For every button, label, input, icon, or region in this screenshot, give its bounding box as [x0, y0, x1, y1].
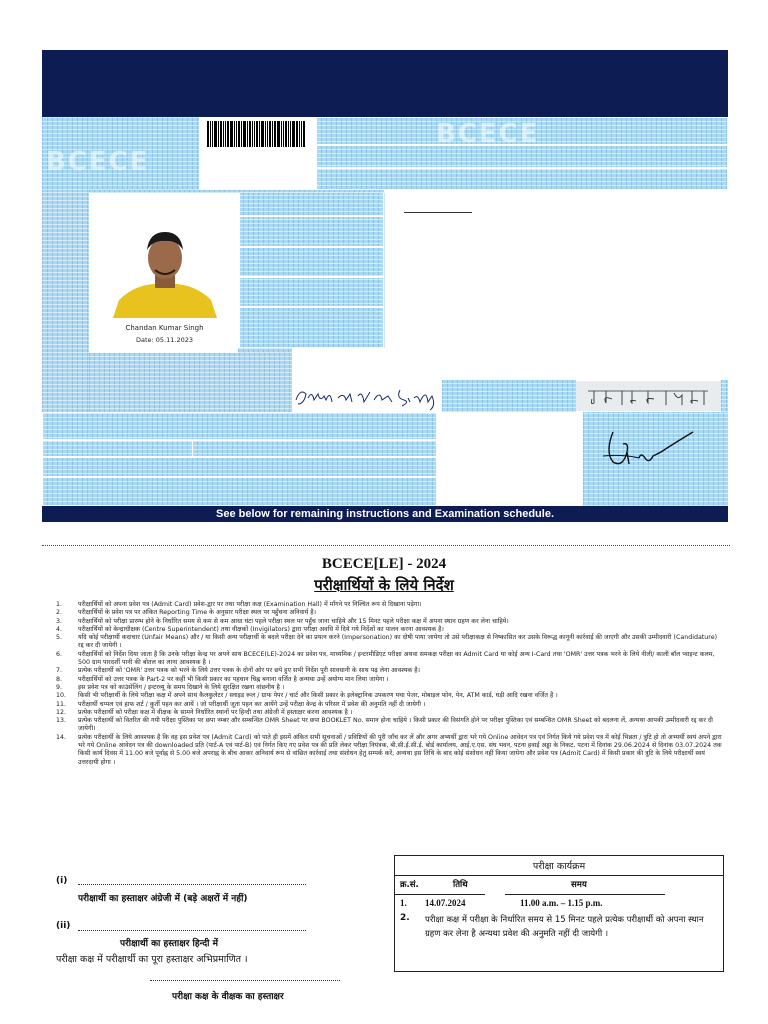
barcode-bar — [249, 121, 251, 147]
pattern-block — [89, 353, 292, 413]
card-footer-note: See below for remaining instructions and Examination schedule. — [42, 506, 728, 522]
instruction-number: 7. — [56, 667, 63, 675]
signature-marker-1: (i) — [56, 876, 68, 886]
instruction-text: प्रत्येक परीक्षार्थी को परीक्षा कक्ष में वीक्षक के सामने निर्धारित स्थानों पर हिन्दी तथा अंग्रेजी में हस्ताक्षर करना आवश्यक है । — [78, 708, 353, 716]
field-cell — [238, 216, 384, 247]
barcode-bar — [303, 121, 305, 147]
field-cell — [316, 117, 728, 145]
instruction-item — [56, 734, 724, 767]
barcode-bar — [281, 121, 282, 147]
barcode-bar — [252, 121, 253, 147]
instruction-number: 14. — [56, 733, 67, 741]
hindi-signature — [576, 381, 721, 411]
barcode-bar — [212, 121, 213, 147]
candidate-photo-box — [89, 193, 240, 355]
barcode-bar — [288, 121, 289, 147]
schedule-note: परीक्षा कक्ष में परीक्षा के निर्धारित समय से 15 मिनट पहले प्रत्येक परीक्षार्थी को अपना स्थान ग्रहण कर लेना है अन्यथा प्रवेश की अनुमति नहीं दी जायेगी । — [425, 915, 704, 939]
instruction-item — [56, 667, 724, 675]
barcode-bar — [230, 121, 233, 147]
barcode-bar — [225, 121, 226, 147]
instruction-text: परीक्षार्थियों के प्रवेश पत्र पर अंकित Reporting Time के अनुसार परीक्षा स्थल पर पहुँचना अनिवार्य है। — [78, 609, 316, 617]
barcode-bar — [283, 121, 284, 147]
instruction-text: इस प्रवेश पत्र को काउंसेलिंग / इन्टरव्यू के समय दिखाने के लिये सुरक्षित रखना वांछनीय है । — [78, 683, 285, 691]
watermark-text: BCECE — [436, 119, 540, 149]
signature-label-english: परीक्षार्थी का हस्ताक्षर अंग्रेजी में (बड़े अक्षरों में नहीं) — [78, 894, 248, 904]
barcode-bar — [296, 121, 298, 147]
barcode-bar — [238, 121, 240, 147]
instruction-item — [56, 618, 724, 626]
barcode-bar — [299, 121, 300, 147]
field-cell — [192, 440, 437, 457]
barcode-bar — [247, 121, 248, 147]
barcode-bar — [259, 121, 260, 147]
instruction-text: परीक्षार्थियों को केन्द्राधीक्षक (Centre Superintendent) तथा वीक्षकों (Invigilators) द्वारा परीक्षा अवधि में दिये गये निर्देशों का पालन करना आवश्यक है। — [78, 625, 444, 633]
barcode-bar — [223, 121, 224, 147]
photo-caption-date: Date: 05.11.2023 — [135, 336, 193, 344]
barcode-box — [199, 117, 316, 190]
instruction-item — [56, 676, 724, 684]
schedule-underline — [505, 894, 665, 895]
instruction-text: यदि कोई परीक्षार्थी कदाचार (Unfair Means) और / या किसी अन्य परीक्षार्थी के बदले परीक्षा देने का प्रयत्न करने (Impersonation) का दोषी पाया जायेगा तो उसे परीक्षाकक्ष से निष्कासित कर उसके विरूद्ध कानूनी कार्रवाई की जाएगी और उसकी उम्मीदवारी (Candidature) रद्द कर दी जायेगी । — [78, 634, 718, 650]
instruction-number: 5. — [56, 634, 63, 642]
barcode-bar — [214, 121, 217, 147]
admit-card — [42, 50, 728, 522]
blank-panel — [437, 412, 583, 506]
instructions-list — [56, 601, 724, 767]
pattern-strip-left — [42, 190, 89, 413]
barcode-bar — [274, 121, 276, 147]
instruction-number: 3. — [56, 617, 63, 625]
invigilator-signature-line — [150, 980, 340, 981]
field-cell — [42, 457, 437, 477]
candidate-photo — [103, 220, 227, 318]
instruction-item — [56, 651, 724, 668]
watermark-text: BCECE — [46, 147, 150, 177]
barcode-bar — [254, 121, 255, 147]
hindi-signature-box — [576, 381, 721, 411]
card-header-band — [42, 50, 728, 117]
schedule-row-sno: 1. — [400, 898, 407, 908]
field-panel — [238, 190, 384, 348]
watermark-panel-left — [42, 117, 199, 190]
authority-signature-panel — [583, 412, 728, 506]
barcode-bar — [256, 121, 258, 147]
invigilator-signature-label: परीक्षा कक्ष के वीक्षक का हस्ताक्षर — [172, 992, 284, 1002]
schedule-header-sno: क्र.सं. — [400, 880, 419, 890]
barcode-bar — [234, 121, 235, 147]
instruction-item — [56, 626, 724, 634]
instruction-text: प्रत्येक परीक्षार्थी के लिये आवश्यक है कि वह इस प्रवेश पत्र (Admit Card) को पाते ही इसमें अंकित सभी सूचनाओं / प्रविष्टियों की पूरी जाँच कर लें और अगर अभ्यर्थी द्वारा भरे गये Online आवेदन पत्र एवं निर्गत किये गये प्रवेश पत्र में कोई भिन्नता / त्रुटि हो तो अभ्यर्थी स्वयं अपने द्वारा भरे गये Online आवेदन पत्र की downloaded प्रति (पार्ट-A एवं पार्ट-B) एवं निर्गत किए गए प्रवेश पत्र की प्रति लेकर परीक्षा नियंत्रक, बी.सी.ई.सी.ई. बोर्ड कार्यालय, आई.ए.एस. संघ भवन, पटना हवाई अड्डा के निकट, पटना में दिनांक 29.06.2024 से दिनांक 03.07.2024 तक किसी कार्य दिवस में 11.00 बजे पूर्वाह्न से 5.00 बजे अपराह्न के बीच आकर अनिवार्य रूप से वांछित कार्रवाई तथा संशोधन हेतु सम्पर्क करें, अन्यथा इस तिथि के बाद कोई संशोधन नहीं किया जायेगा और प्रवेश पत्र (Admit Card) में किसी प्रकार की त्रुटि के लिये परीक्षार्थी स्वयं उत्तरदायी होगा । — [78, 733, 722, 766]
signature-label-hindi: परीक्षार्थी का हस्ताक्षर हिन्दी में — [120, 939, 219, 949]
schedule-underline — [425, 894, 485, 895]
schedule-header-date: तिथि — [453, 880, 468, 890]
barcode-bar — [207, 121, 209, 147]
instruction-number: 10. — [56, 692, 67, 700]
instruction-text: परीक्षार्थियों को उत्तर पत्रक के Part-2 पर कहीं भी किसी प्रकार का पहचान चिह्न बनाना वर्जित है अन्यथा उन्हें अयोग्य मान लिया जायेगा । — [78, 675, 389, 683]
schedule-row-date: 14.07.2024 — [425, 898, 466, 908]
barcode-bar — [227, 121, 229, 147]
schedule-row-time: 11.00 a.m. – 1.15 p.m. — [520, 898, 603, 908]
barcode-bar — [272, 121, 273, 147]
barcode-bar — [267, 121, 268, 147]
instruction-number: 11. — [56, 700, 67, 708]
instruction-item — [56, 609, 724, 617]
barcode-bar — [220, 121, 222, 147]
instruction-item — [56, 701, 724, 709]
instruction-number: 13. — [56, 717, 67, 725]
signature-marker-2: (ii) — [56, 921, 71, 931]
barcode-bar — [277, 121, 280, 147]
pattern-strip — [721, 380, 728, 412]
signature-attestation-note: परीक्षा कक्ष में परीक्षार्थी का पूरा हस्ताक्षर अभिप्रमाणित । — [56, 954, 248, 965]
barcode-bar — [218, 121, 219, 147]
watermark-panel-right — [316, 117, 728, 190]
schedule-title: परीक्षा कार्यक्रम — [532, 861, 586, 872]
barcode-bar — [290, 121, 291, 147]
field-cell — [316, 168, 728, 190]
underline-rule — [404, 212, 472, 213]
barcode — [207, 121, 307, 147]
field-cell — [238, 247, 384, 277]
english-signature — [292, 380, 442, 412]
schedule-divider — [395, 875, 723, 876]
cut-line — [42, 545, 730, 546]
schedule-header-time: समय — [571, 880, 587, 890]
exam-schedule-table — [394, 855, 724, 972]
instruction-text: परीक्षार्थियों को अपना प्रवेश पत्र (Admit Card) प्रवेश-द्वार पर तथा परीक्षा कक्ष (Examination Hall) में माँगने पर निश्चित रूप से दिखाना पड़ेगा। — [78, 601, 422, 608]
schedule-note-number: 2. — [400, 913, 410, 923]
barcode-bar — [236, 121, 237, 147]
barcode-bar — [285, 121, 287, 147]
instruction-number: 2. — [56, 609, 63, 617]
field-cell — [316, 145, 728, 168]
instruction-text: परीक्षार्थी चप्पल एवं हाफ शर्ट / कुर्ती पहन कर आयें । जो परीक्षार्थी जूता पहन कर आयेंगे उन्हें परीक्षा केन्द्र के परिसर में प्रवेश की अनुमति नहीं दी जायेगी । — [78, 700, 426, 708]
instruction-number: 8. — [56, 675, 63, 683]
barcode-bar — [292, 121, 295, 147]
instruction-text: किसी भी परीक्षार्थी के लिये परीक्षा कक्ष में अपने साथ कैलकुलेटर / स्लाइड रूल / ग्राफ पेपर / चार्ट और किसी प्रकार के इलेक्ट्रानिक उपकरण यथा पेजर, मोबाइल फोन, पेन, ATM कार्ड, घड़ी आदि रखना वर्जित है । — [78, 692, 558, 700]
instructions-heading: परीक्षार्थियों के लिये निर्देश — [314, 576, 454, 594]
barcode-bar — [210, 121, 211, 147]
field-cell — [42, 477, 437, 506]
field-cell — [42, 412, 437, 440]
instruction-item — [56, 634, 724, 651]
instruction-number: 4. — [56, 625, 63, 633]
signature-line-1 — [78, 884, 306, 885]
field-cell — [238, 307, 384, 348]
blank-row — [292, 348, 728, 380]
instruction-text: परीक्षार्थियों को निर्देश दिया जाता है कि उनके परीक्षा केन्द्र पर अपने साथ BCECE(LE)-2024 का प्रवेश पत्र, माध्यमिक / इन्टरमीडिएट परीक्षा अथवा समकक्ष परीक्षा का Admit Card या कोई अन्य I-Card तथा 'OMR' उत्तर पत्रक भरने के लिये नीली/ काली बॉल प्वाइन्ट कलम, 500 ग्राम पारदर्शी पानी की बोतल का लाना आवश्यक है । — [78, 650, 715, 667]
barcode-bar — [301, 121, 302, 147]
instruction-text: प्रत्येक परीक्षार्थी को वितरित की गयी परीक्षा पुस्तिका पर छपा नम्बर और सम्बन्धित OMR Sheet पर छपा BOOKLET No. समान होना चाहिये । किसी प्रकार की विसंगति होने पर परीक्षा पुस्तिका एवं सम्बन्धित OMR Sheet को बदलना लें, अन्यथा आपकी उम्मीदवारी रद्द कर दी जायेगी। — [78, 717, 713, 733]
barcode-bar — [269, 121, 271, 147]
instruction-item — [56, 709, 724, 717]
barcode-bar — [241, 121, 242, 147]
instruction-number: 9. — [56, 683, 63, 691]
instruction-item — [56, 692, 724, 700]
field-panel-bottom — [42, 412, 437, 506]
field-cell — [238, 190, 384, 216]
instruction-text: प्रत्येक परीक्षार्थी को 'OMR' उत्तर पत्रक को भरने के लिये उत्तर पत्रक के दोनों ओर पर छपे हुए सभी निर्देश पूरी सावधानी के साथ पढ़ लेना आवश्यक है। — [78, 667, 420, 675]
instruction-number: 1. — [56, 601, 63, 608]
instruction-number: 6. — [56, 650, 63, 658]
pattern-block — [442, 380, 576, 412]
barcode-bar — [265, 121, 266, 147]
field-cell — [238, 277, 384, 307]
barcode-bar — [261, 121, 264, 147]
info-panel — [384, 193, 729, 348]
pattern-strip — [238, 348, 292, 353]
instruction-number: 12. — [56, 708, 67, 716]
signature-line-2 — [78, 930, 306, 931]
barcode-bar — [243, 121, 246, 147]
exam-title: BCECE[LE] - 2024 — [321, 556, 447, 572]
authority-signature — [583, 412, 728, 506]
photo-caption-name: Chandan Kumar Singh — [125, 324, 204, 332]
english-signature-box — [292, 380, 442, 412]
instruction-item — [56, 717, 724, 734]
instruction-text: परीक्षार्थियों को परीक्षा प्रारम्भ होने के निर्धारित समय से कम से कम आधा घंटा पहले परीक्षा स्थल पर पहुँच जाना चाहिये और 15 मिनट पहले परीक्षा कक्ष में अपना स्थान ग्रहण कर लेना चाहिये। — [78, 617, 509, 625]
